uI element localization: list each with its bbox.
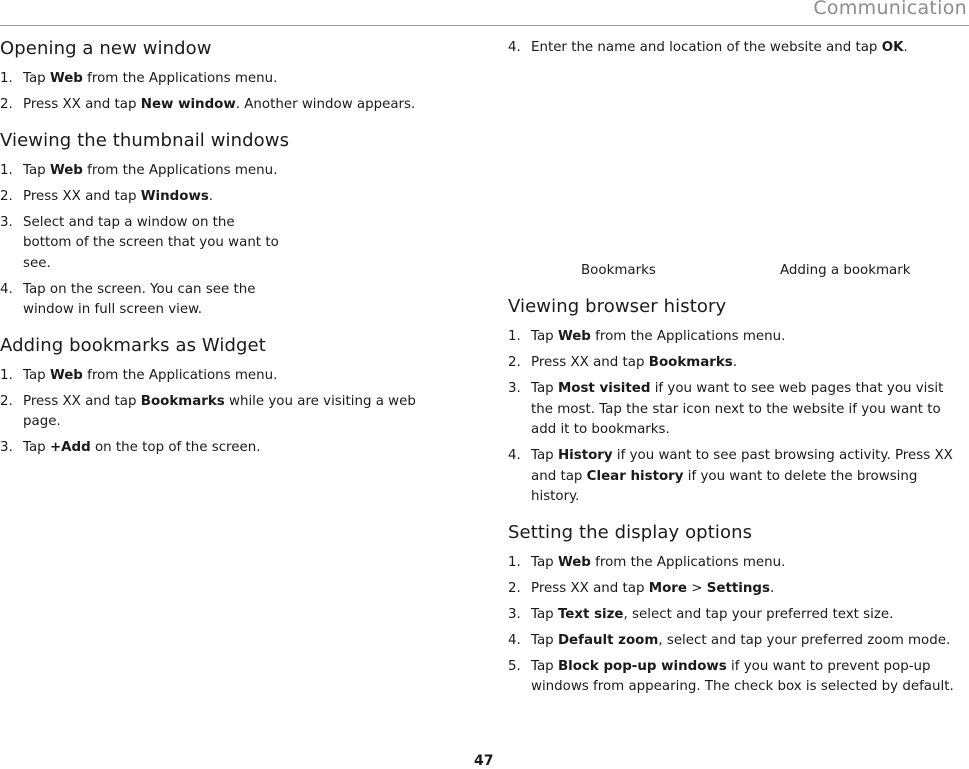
step-number: 2. [0,97,13,112]
step-text: from the Applications menu. [82,162,278,178]
step-number: 4. [508,40,521,55]
step-number: 4. [0,281,13,297]
step-text: Tap [531,329,558,344]
step-text: Tap [531,606,558,622]
ui-term: Web [557,329,591,344]
step-number: 1. [508,329,521,344]
step-text: on the top of the screen. [90,440,261,455]
step-text: . [903,40,908,55]
ui-term: Web [49,162,83,178]
ui-term: Clear history [586,468,684,484]
step-text: if you want to see past browsing activity. Press XX and tap [531,448,953,484]
step-number: 1. [508,554,521,570]
list-item [508,657,969,698]
step-number: 2. [508,580,521,596]
list-item [508,327,969,348]
list-item [0,280,445,321]
step-text: Tap [531,381,558,396]
list-item [0,187,445,208]
step-text: , select and tap your preferred zoom mode. [658,632,951,648]
ui-term: Web [557,554,591,570]
step-number: 4. [508,632,521,648]
step-text: Tap [23,440,50,455]
step-number: 2. [0,188,13,204]
list-item [508,553,969,574]
step-text: . [769,580,775,596]
section-step4 [508,38,969,294]
step-number: 2. [508,355,521,370]
section-bookmarks-widget [0,335,445,459]
step-list [0,69,445,116]
step-number: 3. [508,381,521,396]
list-item [0,392,445,433]
section-title: Adding bookmarks as Widget [0,334,266,356]
ui-term: Bookmarks [140,393,225,409]
step-text: Tap [23,162,50,178]
section-title: Viewing the thumbnail windows [0,129,290,151]
step-number: 3. [0,214,13,230]
list-item [508,353,969,374]
ui-term: Web [49,71,83,86]
step-text: while you are visiting a web page. [23,393,416,429]
ui-term: Most visited [557,381,651,396]
step-text: from the Applications menu. [590,329,786,344]
list-item [0,438,445,459]
step-text: , select and tap your preferred text size. [623,606,894,622]
list-item [508,379,969,441]
section-thumbnails [0,130,445,321]
step-text: . [732,355,738,370]
list-item [508,631,969,652]
step-text: Tap [23,367,50,383]
step-text: > [686,580,707,596]
step-list [508,327,969,508]
ui-term: Text size [557,606,624,622]
page-number: 47 [474,753,494,769]
list-item [0,95,445,116]
step-text: Tap [531,658,558,674]
header-title: Communication [813,0,967,19]
step-text: Tap [531,448,558,463]
section-title: Viewing browser history [508,296,727,317]
step-number: 3. [0,440,13,455]
section-display [508,522,969,698]
list-item [0,161,445,182]
ui-term: Block pop-up windows [557,658,727,674]
step-list [508,553,969,698]
ui-term: Windows [140,188,209,204]
step-number: 2. [0,393,13,409]
list-item [0,366,445,387]
ui-term: +Add [49,440,91,455]
step-text: Tap on the screen. You can see the window in full screen view. [23,281,256,317]
step-number: 4. [508,448,521,463]
step-text: . [208,188,214,204]
header-divider [0,25,969,26]
caption-bookmarks: Bookmarks [581,263,656,278]
ui-term: New window [140,97,236,112]
section-history [508,296,969,508]
list-item [508,446,969,508]
ui-term: Bookmarks [648,355,733,370]
step-list [508,38,969,59]
step-text: from the Applications menu. [82,71,278,86]
step-text: . Another window appears. [235,97,416,112]
list-item [508,605,969,626]
step-text: Press XX and tap [23,188,141,204]
step-text: if you want to prevent pop-up windows from appearing. The check box is selected by default. [531,658,954,694]
section-title: Opening a new window [0,38,212,59]
step-text: Press XX and tap [23,97,141,112]
step-text: Tap [23,71,50,86]
step-number: 1. [0,367,13,383]
ui-term: More [648,580,687,596]
left-column [0,38,445,473]
step-list [0,366,445,459]
step-number: 1. [0,71,13,86]
step-number: 5. [508,658,521,674]
step-text: from the Applications menu. [82,367,278,383]
step-text: if you want to see web pages that you visit the most. Tap the star icon next to the website if you want to add it to bookmarks. [531,381,944,437]
caption-adding-bookmark: Adding a bookmark [780,263,911,278]
list-item [0,69,445,90]
ui-term: Web [49,367,83,383]
right-column [508,38,969,712]
list-item [0,213,445,275]
step-text: Press XX and tap [531,355,649,370]
step-text: Tap [531,554,558,570]
step-text: if you want to delete the browsing history. [531,468,918,504]
section-title: Setting the display options [508,521,753,543]
step-text: Select and tap a window on the bottom of the screen that you want to see. [23,214,279,271]
ui-term: OK [881,40,904,55]
list-item [508,579,969,600]
step-number: 3. [508,606,521,622]
section-new-window [0,38,445,116]
ui-term: History [557,448,613,463]
step-list [0,161,445,321]
ui-term: Default zoom [557,632,659,648]
step-text: Press XX and tap [531,580,649,596]
list-item [508,38,969,59]
step-number: 1. [0,162,13,178]
step-text: from the Applications menu. [590,554,786,570]
ui-term: Settings [706,580,770,596]
step-text: Enter the name and location of the website and tap [531,40,882,55]
step-text: Tap [531,632,558,648]
step-text: Press XX and tap [23,393,141,409]
